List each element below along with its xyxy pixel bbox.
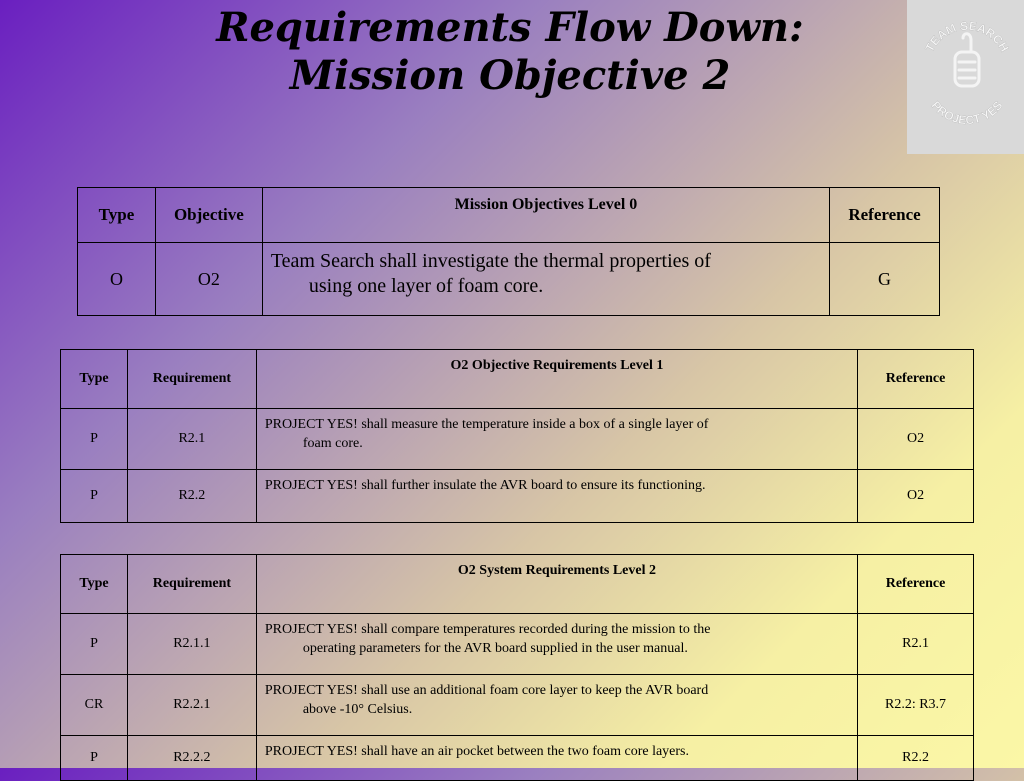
cell-reference: R2.2 [858, 736, 974, 781]
team-logo-graphic [907, 0, 1024, 154]
cell-type: P [61, 409, 128, 470]
cell-description [256, 736, 857, 781]
cell-id: R2.2 [127, 470, 256, 523]
logo-text-top: TEAM SEARCH [922, 18, 1012, 55]
col-header-reference: Reference [858, 555, 974, 614]
cell-id: R2.1.1 [127, 614, 256, 675]
cell-type: P [61, 470, 128, 523]
col-header-type: Type [61, 350, 128, 409]
svg-text:TEAM SEARCH [922, 19, 1011, 54]
col-header-reference: Reference [858, 350, 974, 409]
cell-reference: O2 [858, 409, 974, 470]
objective-requirements-table [60, 349, 974, 523]
desc-line-1: PROJECT YES! shall measure the temperature inside a box of a single layer of [264, 417, 709, 432]
desc-line-2: foam core. [302, 436, 363, 451]
col-header-main: Mission Objectives Level 0 [262, 188, 829, 243]
cell-id: R2.2.1 [127, 675, 256, 736]
cell-id: O2 [155, 243, 262, 316]
table-row [61, 409, 974, 470]
desc-line-1: PROJECT YES! shall further insulate the AVR board to ensure its functioning. [264, 478, 706, 493]
desc-line-1: PROJECT YES! shall compare temperatures recorded during the mission to the [264, 622, 711, 637]
col-header-requirement: Requirement [127, 350, 256, 409]
cell-type: O [78, 243, 156, 316]
cell-description [256, 470, 857, 523]
team-search-logo [907, 0, 1024, 154]
col-header-reference: Reference [830, 188, 940, 243]
cell-type: P [61, 736, 128, 781]
system-requirements-table [60, 554, 974, 781]
table-row [61, 675, 974, 736]
cell-type: CR [61, 675, 128, 736]
table-header-row [61, 350, 974, 409]
cell-reference: R2.2: R3.7 [858, 675, 974, 736]
desc-line-2: using one layer of foam core. [308, 275, 544, 297]
col-header-objective: Objective [155, 188, 262, 243]
cell-id: R2.2.2 [127, 736, 256, 781]
desc-line-2: above -10° Celsius. [302, 702, 413, 717]
table-row [61, 614, 974, 675]
col-header-main: O2 System Requirements Level 2 [256, 555, 857, 614]
table-row [78, 243, 940, 316]
mission-objectives-table [77, 187, 940, 316]
desc-line-1: Team Search shall investigate the thermal properties of [270, 250, 711, 272]
cell-reference: R2.1 [858, 614, 974, 675]
logo-text-bottom: PROJECT YES [928, 98, 1006, 128]
cell-description [256, 614, 857, 675]
table-header-row [78, 188, 940, 243]
slide-title-line-2: Mission Objective 2 [289, 52, 731, 99]
thumbs-up-icon [955, 34, 979, 86]
cell-reference: O2 [858, 470, 974, 523]
col-header-type: Type [78, 188, 156, 243]
slide-title-line-1: Requirements Flow Down: [216, 4, 804, 51]
cell-type: P [61, 614, 128, 675]
cell-description [262, 243, 829, 316]
col-header-requirement: Requirement [127, 555, 256, 614]
cell-description [256, 409, 857, 470]
table-header-row [61, 555, 974, 614]
cell-description [256, 675, 857, 736]
table-row [61, 736, 974, 781]
col-header-type: Type [61, 555, 128, 614]
col-header-main: O2 Objective Requirements Level 1 [256, 350, 857, 409]
cell-reference: G [830, 243, 940, 316]
desc-line-1: PROJECT YES! shall use an additional foam core layer to keep the AVR board [264, 683, 709, 698]
svg-text:PROJECT YES [929, 98, 1006, 127]
slide-title [180, 4, 840, 100]
table-row [61, 470, 974, 523]
cell-id: R2.1 [127, 409, 256, 470]
desc-line-2: operating parameters for the AVR board supplied in the user manual. [302, 641, 688, 656]
desc-line-1: PROJECT YES! shall have an air pocket between the two foam core layers. [264, 744, 689, 759]
